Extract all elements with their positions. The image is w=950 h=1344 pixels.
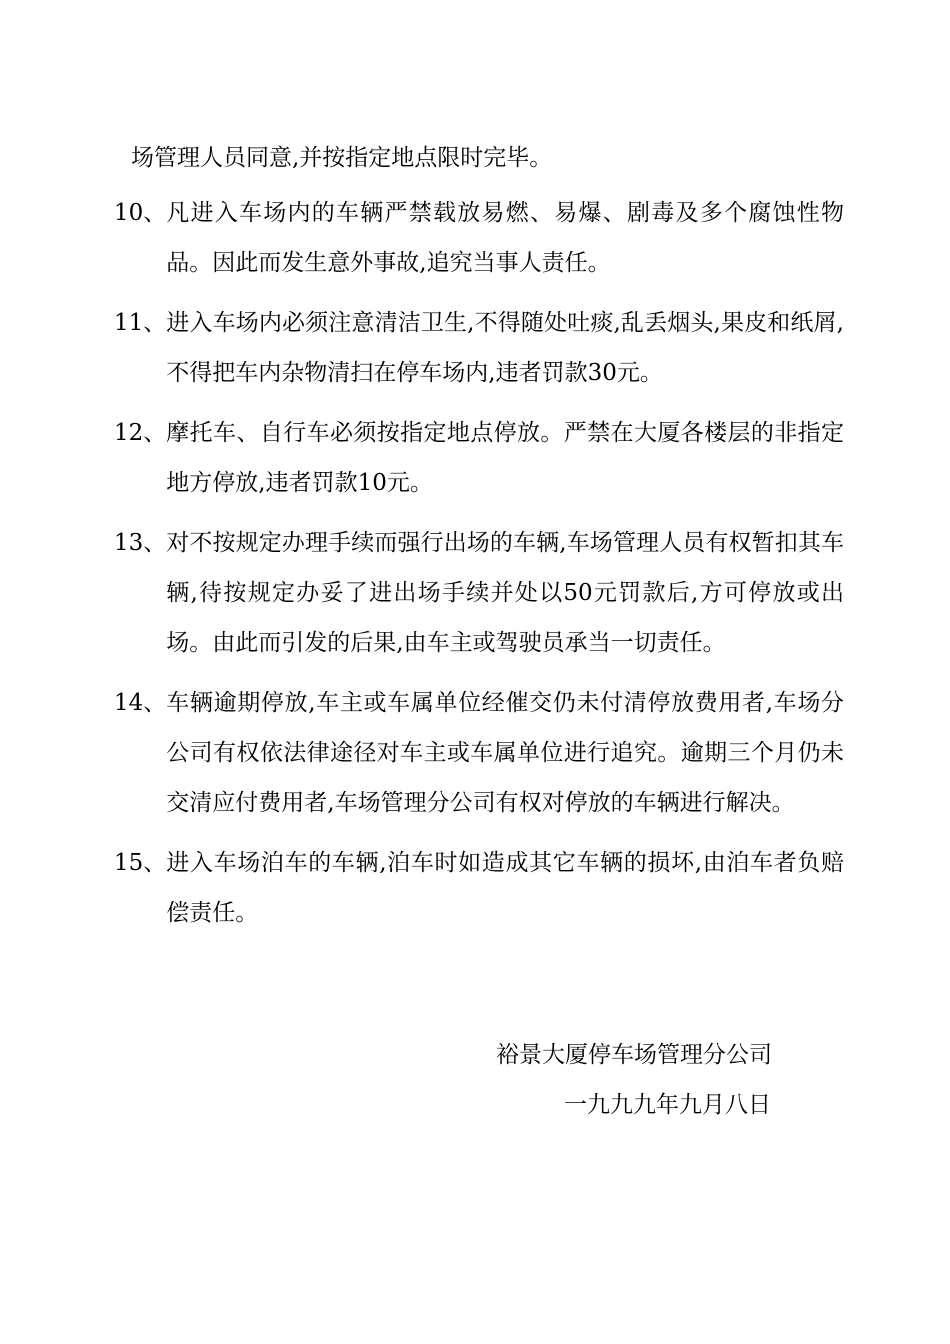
rule-number: 13、: [114, 530, 167, 556]
rule-item-12: [114, 408, 844, 508]
rule-text: 对不按规定办理手续而强行出场的车辆,车场管理人员有权暂扣其车辆,待按规定办妥了进出场手续并处以50元罚款后,方可停放或出场。由此而引发的后果,由车主或驾驶员承当一切责任。: [166, 530, 844, 656]
rule-number: 12、: [114, 420, 167, 446]
signature-date: 一九九九年九月八日: [564, 1092, 771, 1118]
rule-item-13: [114, 518, 844, 668]
rule-item-11: [114, 298, 844, 398]
continuation-text: 场管理人员同意,并按指定地点限时完毕。: [131, 145, 553, 171]
rule-text: 进入车场内必须注意清洁卫生,不得随处吐痰,乱丢烟头,果皮和纸屑,不得把车内杂物清扫在停车场内,违者罚款30元。: [166, 310, 844, 386]
rule-text: 凡进入车场内的车辆严禁载放易燃、易爆、剧毒及多个腐蚀性物品。因此而发生意外事故,追究当事人责任。: [166, 200, 844, 276]
rule-item-15: [114, 838, 844, 938]
rules-list: [114, 188, 844, 948]
rule-number: 14、: [114, 690, 167, 716]
rule-item-14: [114, 678, 844, 828]
rule-text: 摩托车、自行车必须按指定地点停放。严禁在大厦各楼层的非指定地方停放,违者罚款10元。: [166, 420, 844, 496]
rule-text: 进入车场泊车的车辆,泊车时如造成其它车辆的损坏,由泊车者负赔偿责任。: [166, 850, 844, 926]
rule-number: 15、: [114, 850, 167, 876]
rule-text: 车辆逾期停放,车主或车属单位经催交仍未付清停放费用者,车场分公司有权依法律途径对车主或车属单位进行追究。逾期三个月仍未交清应付费用者,车场管理分公司有权对停放的车辆进行解决。: [166, 690, 844, 816]
rule-number: 10、: [114, 200, 167, 226]
signature-organization: 裕景大厦停车场管理分公司: [496, 1042, 772, 1068]
rule-number: 11、: [114, 310, 167, 336]
rule-item-10: [114, 188, 844, 288]
